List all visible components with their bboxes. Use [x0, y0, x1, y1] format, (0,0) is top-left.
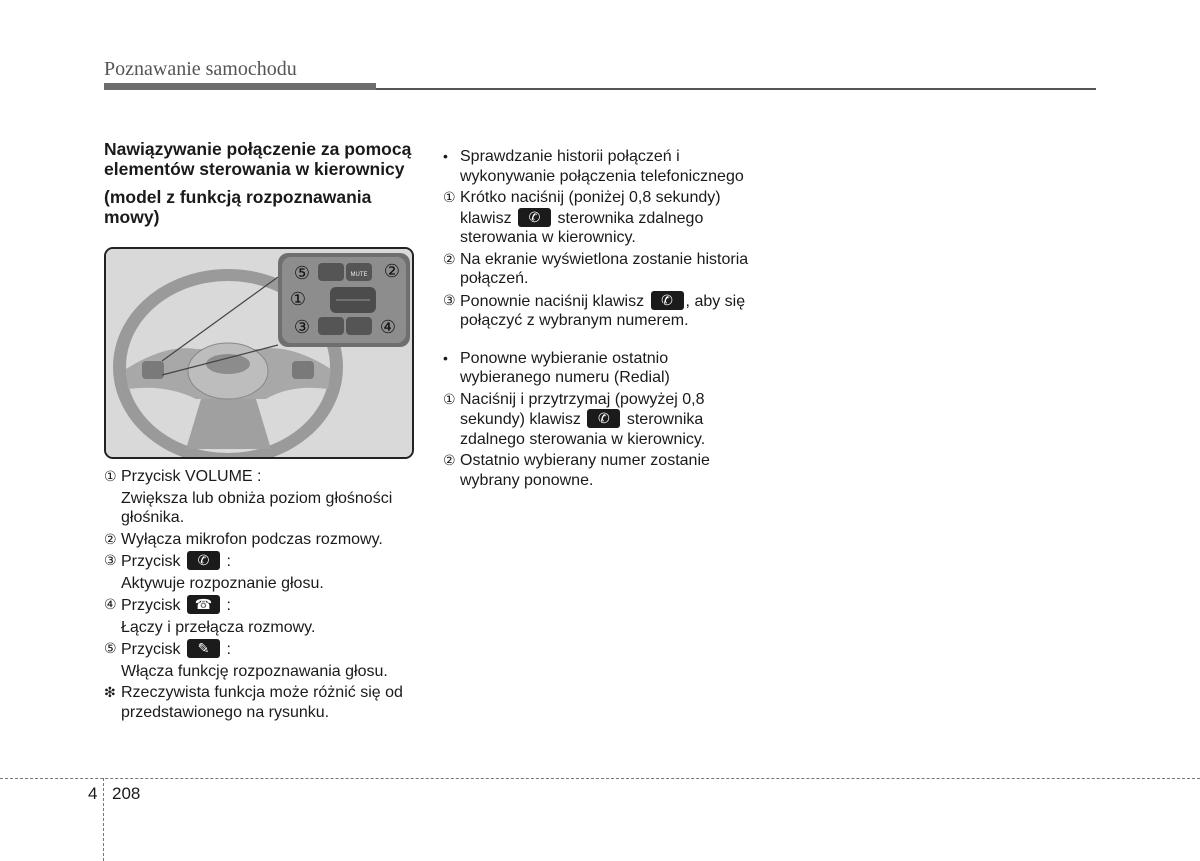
item-marker: ④ — [104, 596, 117, 612]
step-marker: ③ — [443, 291, 456, 308]
section-heading: Nawiązywanie połączenie za pomocą elementów sterowania w kierownicy — [104, 139, 412, 179]
item-suffix: : — [226, 597, 231, 614]
note-text: Rzeczywista funkcja może różnić się od przedstawionego na rysunku. — [121, 684, 403, 721]
item-marker: ② — [104, 530, 117, 547]
phone-call-icon: ✆ — [651, 291, 684, 310]
step-text: Krótko naciśnij (poniżej 0,8 sekundy) klawisz — [460, 189, 721, 227]
phone-call-icon: ✆ — [187, 551, 220, 570]
step-text-cont: sterownika zdalnego sterowania w kierownicy. — [460, 411, 706, 448]
item-marker: ① — [104, 468, 117, 484]
steering-wheel-figure — [104, 247, 414, 459]
steering-wheel-illustration — [106, 249, 412, 457]
phone-call-icon: ✆ — [587, 409, 620, 428]
step-item — [443, 250, 757, 289]
header-rule-thin — [376, 88, 1096, 90]
bullet-text: Ponowne wybieranie ostatnio wybieranego numeru (Redial) — [460, 349, 670, 386]
redial-section — [443, 349, 757, 491]
step-text: Naciśnij i przytrzymaj (powyżej 0,8 sekundy) klawisz — [460, 390, 705, 428]
legend-item — [104, 530, 418, 550]
call-history-section — [443, 147, 757, 331]
legend-item — [104, 639, 418, 660]
step-marker: ① — [443, 189, 456, 205]
step-item — [443, 390, 757, 450]
item-text: Przycisk — [121, 641, 181, 658]
step-marker: ② — [443, 250, 456, 267]
step-item — [443, 451, 757, 490]
item-suffix: : — [226, 641, 231, 658]
item-text: Przycisk — [121, 597, 181, 614]
right-column — [443, 147, 757, 508]
callout-3: ③ — [293, 317, 311, 337]
step-text: Ponownie naciśnij klawisz — [460, 292, 645, 310]
page-number: 208 — [112, 784, 141, 803]
legend-item — [104, 467, 418, 487]
callout-4: ④ — [379, 317, 397, 337]
callout-1: ① — [289, 289, 307, 309]
left-column — [104, 139, 418, 724]
footer-rule — [0, 778, 1200, 779]
step-text: Ostatnio wybierany numer zostanie wybrany ponowne. — [460, 452, 710, 489]
running-header: Poznawanie samochodu — [104, 58, 297, 80]
item-marker: ⑤ — [104, 640, 117, 656]
step-marker: ② — [443, 452, 456, 468]
step-text-cont: , aby się połączyć z wybranym numerem. — [460, 292, 746, 329]
item-text: Przycisk VOLUME : — [121, 468, 262, 485]
step-text: Na ekranie wyświetlona zostanie historia połączeń. — [460, 250, 749, 287]
header-rule-thick — [104, 83, 376, 90]
callout-2: ② — [383, 261, 401, 281]
item-marker: ③ — [104, 552, 117, 568]
mute-button-label: MUTE — [350, 272, 368, 278]
phone-hangup-icon: ☎ — [187, 595, 220, 614]
note-marker: ❇ — [104, 684, 116, 700]
step-item — [443, 188, 757, 248]
bullet-marker: • — [443, 148, 448, 164]
item-description: Aktywuje rozpoznanie głosu. — [121, 574, 324, 592]
item-description: Włącza funkcję rozpoznawania głosu. — [121, 662, 388, 680]
item-text: Wyłącza mikrofon podczas rozmowy. — [121, 530, 383, 548]
item-text: Przycisk — [121, 553, 181, 570]
bullet-heading — [443, 147, 757, 186]
item-description: Łączy i przełącza rozmowy. — [121, 618, 316, 636]
legend-item — [104, 595, 418, 616]
step-text-cont: sterownika zdalnego sterowania w kierownicy. — [460, 209, 704, 246]
bullet-heading — [443, 349, 757, 388]
section-subheading: (model z funkcją rozpoznawania mowy) — [104, 187, 372, 227]
legend-item — [104, 551, 418, 572]
step-marker: ① — [443, 390, 456, 407]
phone-call-icon: ✆ — [518, 208, 551, 227]
item-suffix: : — [226, 553, 231, 570]
voice-recognition-icon: ✎ — [187, 639, 220, 658]
button-legend — [104, 467, 418, 722]
callout-5: ⑤ — [293, 263, 311, 283]
footer-divider — [103, 778, 104, 861]
step-item — [443, 291, 757, 331]
bullet-text: Sprawdzanie historii połączeń i wykonywanie połączenia telefonicznego — [460, 148, 744, 185]
bullet-marker: • — [443, 349, 448, 366]
item-description: Zwiększa lub obniża poziom głośności głośnika. — [121, 489, 393, 526]
note-item — [104, 683, 418, 722]
chapter-number: 4 — [88, 784, 98, 803]
